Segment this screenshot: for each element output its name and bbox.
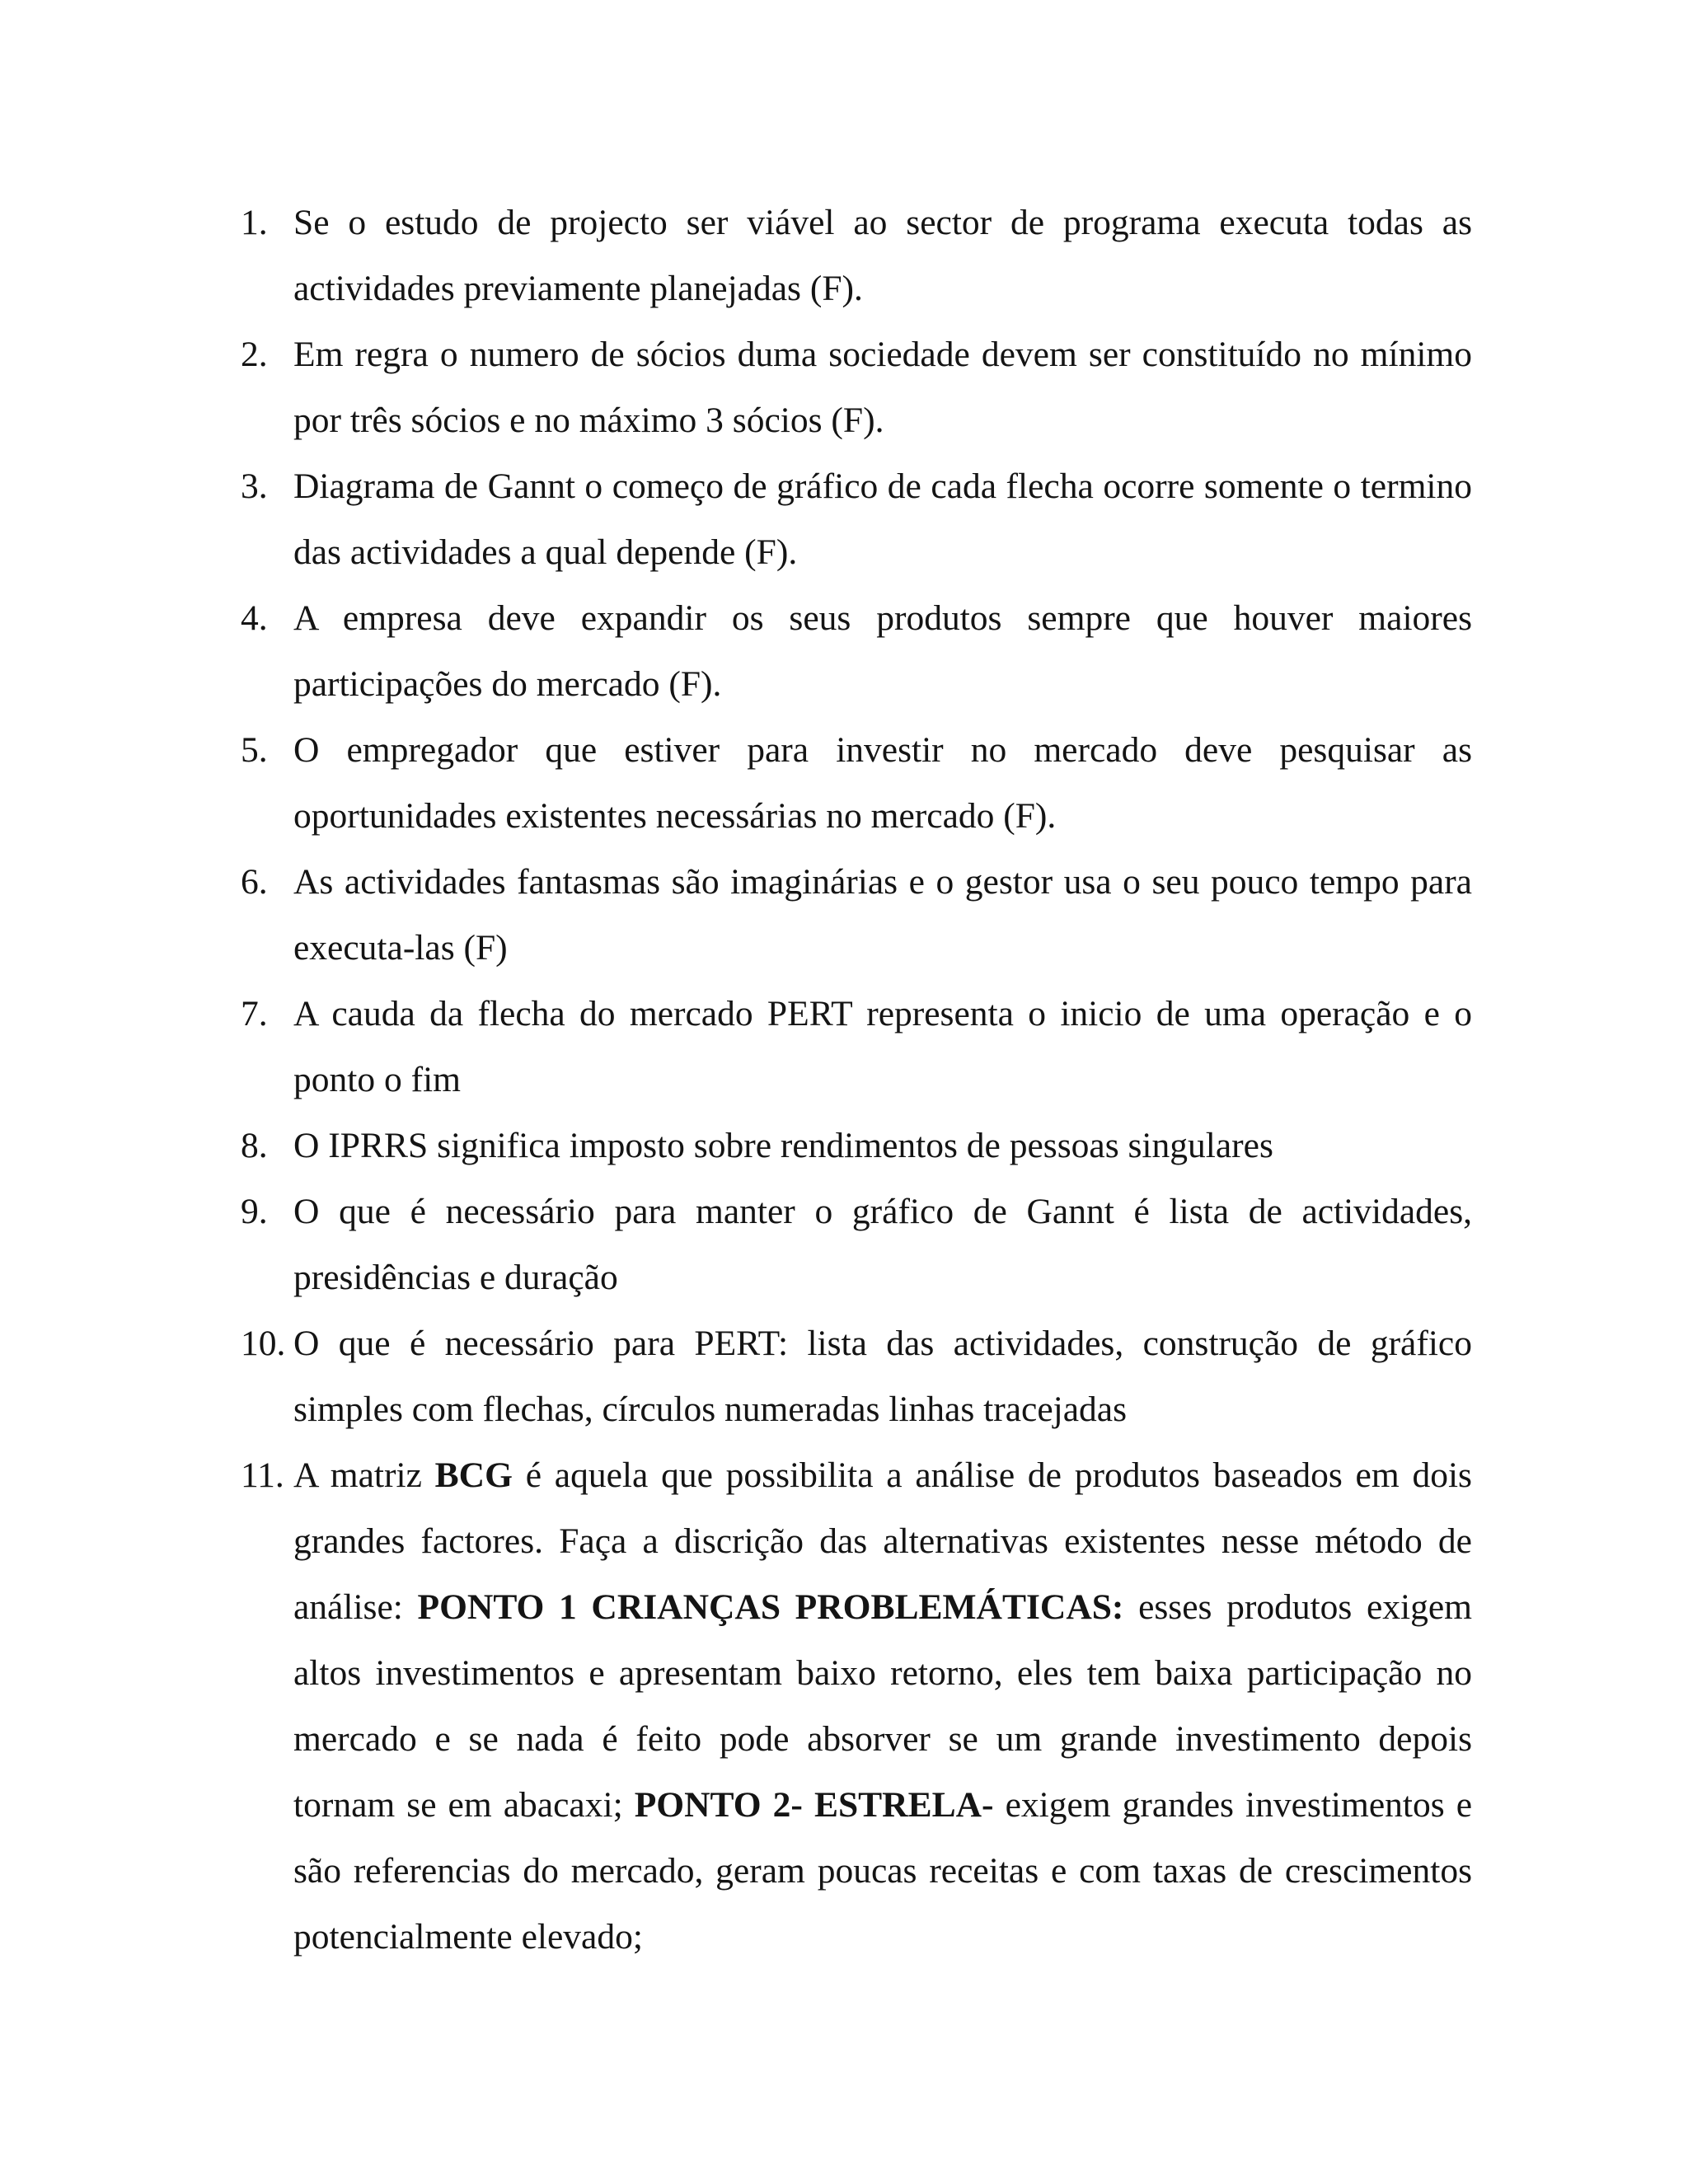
item-number: 4. <box>241 598 268 638</box>
item-text: O empregador que estiver para investir no mercado deve pesquisar as oportunidades existentes necessárias no mercado (F). <box>293 730 1472 836</box>
item-text: A empresa deve expandir os seus produtos sempre que houver maiores participações do mercado (F). <box>293 598 1472 704</box>
item-text: Em regra o numero de sócios duma sociedade devem ser constituído no mínimo por três sócios e no máximo 3 sócios (F). <box>293 335 1472 440</box>
list-item <box>241 321 1472 453</box>
item-number: 3. <box>241 466 268 506</box>
item-text: O IPRRS significa imposto sobre rendimentos de pessoas singulares <box>293 1126 1273 1165</box>
numbered-list <box>241 190 1472 1970</box>
bold-text-segment: PONTO 1 CRIANÇAS PROBLEMÁTICAS: <box>417 1587 1124 1627</box>
text-segment: esses produtos exigem altos investimentos e apresentam baixo retorno, eles tem baixa participação no mercado e se nada é feito pode absorver se um grande investimento depois tornam se em abacaxi; <box>293 1587 1473 1825</box>
text-segment: A matriz <box>293 1455 435 1495</box>
list-item <box>241 849 1472 981</box>
list-item <box>241 1310 1472 1442</box>
item-number: 8. <box>241 1126 268 1165</box>
bold-text-segment: PONTO 2- ESTRELA- <box>634 1785 994 1825</box>
list-item <box>241 190 1472 321</box>
item-text: A cauda da flecha do mercado PERT representa o inicio de uma operação e o ponto o fim <box>293 994 1472 1099</box>
item-text <box>293 1442 1472 1970</box>
text-segment: é aquela que possibilita a análise de produtos baseados em dois grandes factores. Faça a discrição das alternativas existentes nesse método de análise: <box>293 1455 1472 1627</box>
item-number: 7. <box>241 994 268 1033</box>
item-text: Se o estudo de projecto ser viável ao sector de programa executa todas as actividades previamente planejadas (F). <box>293 203 1472 308</box>
list-item <box>241 981 1472 1113</box>
item-text: O que é necessário para PERT: lista das actividades, construção de gráfico simples com flechas, círculos numeradas linhas tracejadas <box>293 1324 1472 1429</box>
list-item <box>241 1113 1472 1179</box>
item-number: 2. <box>241 335 268 374</box>
item-number: 9. <box>241 1192 268 1231</box>
item-text: Diagrama de Gannt o começo de gráfico de cada flecha ocorre somente o termino das actividades a qual depende (F). <box>293 466 1472 572</box>
item-number: 5. <box>241 730 268 770</box>
item-text: As actividades fantasmas são imaginárias e o gestor usa o seu pouco tempo para executa-las (F) <box>293 862 1472 968</box>
item-number: 11. <box>241 1455 284 1495</box>
item-text: O que é necessário para manter o gráfico de Gannt é lista de actividades, presidências e duração <box>293 1192 1472 1297</box>
list-item <box>241 453 1472 585</box>
list-item <box>241 717 1472 849</box>
list-item <box>241 585 1472 717</box>
list-item <box>241 1179 1472 1310</box>
list-item <box>241 1442 1472 1970</box>
item-number: 1. <box>241 203 268 242</box>
text-segment: exigem grandes investimentos e são referencias do mercado, geram poucas receitas e com taxas de crescimentos potencialmente elevado; <box>293 1785 1473 1957</box>
item-number: 6. <box>241 862 268 902</box>
bold-text-segment: BCG <box>434 1455 513 1495</box>
item-number: 10. <box>241 1324 286 1363</box>
